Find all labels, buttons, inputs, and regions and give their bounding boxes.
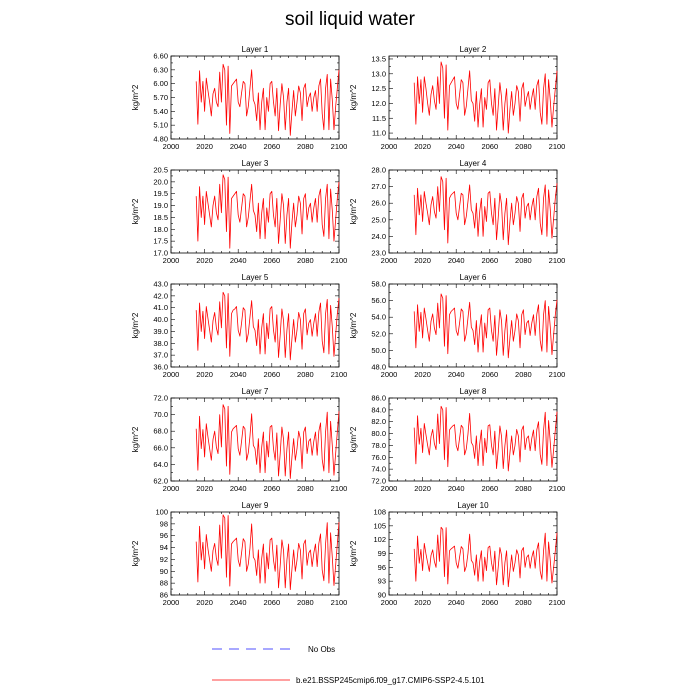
y-axis-label: kg/m^2: [131, 198, 140, 225]
y-tick-label: 74.0: [371, 464, 386, 474]
y-tick-label: 6.30: [153, 65, 168, 75]
y-tick-label: 38.0: [153, 338, 168, 348]
plot-frame: [389, 170, 557, 253]
x-tick-label: 2100: [330, 370, 348, 379]
panel-title: Layer 2: [459, 45, 487, 54]
y-axis-label: kg/m^2: [349, 84, 358, 111]
panel-layer-1: [131, 45, 347, 151]
y-tick-label: 58.0: [371, 279, 386, 289]
y-axis-label: kg/m^2: [349, 198, 358, 225]
y-tick-label: 99: [377, 549, 386, 558]
x-tick-label: 2000: [380, 598, 398, 607]
y-tick-label: 13.5: [371, 54, 386, 64]
x-tick-label: 2100: [548, 142, 566, 151]
x-tick-label: 2000: [380, 142, 398, 151]
x-tick-label: 2020: [414, 484, 431, 493]
x-tick-label: 2000: [380, 370, 398, 379]
x-tick-label: 2060: [481, 256, 499, 265]
y-tick-label: 12.5: [371, 84, 386, 94]
x-tick-label: 2040: [229, 142, 247, 151]
y-tick-label: 5.10: [153, 120, 168, 130]
x-tick-label: 2000: [162, 598, 180, 607]
y-tick-label: 54.0: [371, 312, 386, 322]
y-tick-label: 25.0: [371, 215, 386, 225]
y-tick-label: 41.0: [153, 303, 168, 313]
panel-title: Layer 9: [241, 501, 269, 510]
y-tick-label: 56.0: [371, 296, 386, 306]
panel-layer-2: [349, 45, 565, 151]
y-axis-label: kg/m^2: [131, 540, 140, 567]
legend: [212, 645, 485, 685]
y-tick-label: 18.0: [153, 224, 168, 234]
x-tick-label: 2000: [380, 256, 398, 265]
x-tick-label: 2040: [447, 256, 465, 265]
x-tick-label: 2060: [263, 256, 281, 265]
series-line-1: [196, 175, 339, 249]
panel-title: Layer 3: [241, 159, 269, 168]
panel-layer-9: [131, 501, 347, 607]
y-tick-label: 28.0: [371, 165, 386, 175]
x-tick-label: 2080: [297, 370, 314, 379]
y-tick-label: 78.0: [371, 440, 386, 450]
y-tick-label: 12.0: [371, 98, 386, 108]
y-tick-label: 48.0: [371, 362, 386, 372]
series-line-1: [414, 177, 557, 245]
y-tick-label: 98: [159, 519, 168, 529]
panels-group: [131, 45, 565, 607]
y-tick-label: 27.0: [371, 182, 386, 192]
panel-title: Layer 1: [241, 45, 269, 54]
y-tick-label: 11.0: [371, 128, 386, 138]
y-tick-label: 100: [155, 507, 168, 517]
x-tick-label: 2080: [515, 598, 532, 607]
x-tick-label: 2100: [330, 598, 348, 607]
x-tick-label: 2080: [515, 370, 532, 379]
x-tick-label: 2020: [414, 142, 431, 151]
y-tick-label: 52.0: [371, 329, 386, 339]
series-line-1: [196, 292, 339, 360]
y-tick-label: 62.0: [153, 476, 168, 486]
y-axis-label: kg/m^2: [131, 312, 140, 339]
y-tick-label: 19.5: [153, 189, 168, 199]
y-tick-label: 105: [373, 521, 386, 531]
x-tick-label: 2060: [263, 484, 281, 493]
x-tick-label: 2000: [162, 256, 180, 265]
y-tick-label: 68.0: [153, 426, 168, 436]
x-tick-label: 2020: [414, 598, 431, 607]
y-tick-label: 39.0: [153, 326, 168, 336]
panel-layer-5: [131, 273, 347, 379]
plot-frame: [171, 170, 339, 253]
y-tick-label: 37.0: [153, 350, 168, 360]
x-tick-label: 2060: [263, 370, 281, 379]
x-tick-label: 2040: [229, 370, 247, 379]
y-tick-label: 24.0: [371, 231, 386, 241]
y-tick-label: 96: [377, 562, 386, 572]
y-tick-label: 90: [159, 566, 168, 576]
y-tick-label: 26.0: [371, 198, 386, 208]
y-tick-label: 40.0: [153, 315, 168, 325]
legend-obs-label: No Obs: [308, 645, 336, 654]
x-tick-label: 2100: [330, 142, 348, 151]
panel-title: Layer 5: [241, 273, 269, 282]
y-tick-label: 6.00: [153, 79, 168, 89]
x-tick-label: 2060: [481, 142, 499, 151]
x-tick-label: 2080: [297, 256, 314, 265]
series-line-1: [196, 64, 339, 135]
x-tick-label: 2080: [515, 142, 532, 151]
y-tick-label: 42.0: [153, 291, 168, 301]
y-tick-label: 80.0: [371, 429, 386, 439]
y-tick-label: 92: [159, 554, 168, 564]
panel-layer-7: [131, 387, 347, 493]
y-tick-label: 6.60: [153, 51, 168, 61]
x-tick-label: 2020: [196, 142, 213, 151]
y-tick-label: 13.0: [371, 69, 386, 79]
figure-title: soil liquid water: [285, 9, 415, 30]
y-tick-label: 50.0: [371, 345, 386, 355]
y-tick-label: 76.0: [371, 452, 386, 462]
x-tick-label: 2060: [481, 598, 499, 607]
y-tick-label: 66.0: [153, 443, 168, 453]
panel-title: Layer 10: [457, 501, 489, 510]
x-tick-label: 2100: [548, 484, 566, 493]
y-axis-label: kg/m^2: [131, 84, 140, 111]
series-line-1: [414, 527, 557, 586]
x-tick-label: 2040: [229, 256, 247, 265]
x-tick-label: 2040: [447, 484, 465, 493]
y-tick-label: 5.70: [153, 93, 168, 102]
x-tick-label: 2000: [162, 370, 180, 379]
y-tick-label: 20.0: [153, 177, 168, 187]
x-tick-label: 2100: [330, 256, 348, 265]
y-tick-label: 70.0: [153, 410, 168, 420]
x-tick-label: 2040: [447, 598, 465, 607]
x-tick-label: 2060: [481, 484, 499, 493]
x-tick-label: 2000: [162, 484, 180, 493]
y-tick-label: 17.5: [153, 236, 168, 246]
series-line-1: [414, 406, 557, 471]
y-tick-label: 93: [377, 576, 386, 586]
x-tick-label: 2020: [196, 598, 213, 607]
y-tick-label: 23.0: [371, 248, 386, 258]
y-axis-label: kg/m^2: [349, 312, 358, 339]
y-tick-label: 17.0: [153, 248, 168, 258]
x-tick-label: 2080: [515, 484, 532, 493]
y-tick-label: 43.0: [153, 279, 168, 289]
series-line-1: [414, 62, 557, 133]
x-tick-label: 2020: [196, 256, 213, 265]
series-line-1: [414, 294, 557, 358]
x-tick-label: 2020: [414, 256, 431, 265]
x-tick-label: 2100: [330, 484, 348, 493]
y-tick-label: 64.0: [153, 459, 168, 469]
panel-layer-10: [349, 501, 565, 607]
y-tick-label: 82.0: [371, 417, 386, 427]
panel-title: Layer 6: [459, 273, 487, 282]
y-axis-label: kg/m^2: [349, 426, 358, 453]
panel-title: Layer 7: [241, 387, 269, 396]
y-tick-label: 108: [373, 507, 386, 517]
panel-layer-6: [349, 273, 565, 379]
panel-layer-8: [349, 387, 565, 493]
y-tick-label: 94: [159, 543, 168, 553]
x-tick-label: 2080: [297, 484, 314, 493]
y-axis-label: kg/m^2: [131, 426, 140, 453]
x-tick-label: 2060: [263, 598, 281, 607]
y-tick-label: 72.0: [153, 393, 168, 403]
x-tick-label: 2020: [196, 370, 213, 379]
x-tick-label: 2040: [447, 370, 465, 379]
y-tick-label: 84.0: [371, 405, 386, 415]
x-tick-label: 2080: [297, 142, 314, 151]
y-tick-label: 19.0: [153, 201, 168, 211]
y-axis-label: kg/m^2: [349, 540, 358, 567]
panel-layer-3: [131, 159, 347, 265]
x-tick-label: 2100: [548, 256, 566, 265]
y-tick-label: 72.0: [371, 476, 386, 486]
legend-model-label: b.e21.BSSP245cmip6.f09_g17.CMIP6-SSP2-4.5.101: [296, 676, 485, 685]
x-tick-label: 2040: [229, 484, 247, 493]
y-tick-label: 86.0: [371, 393, 386, 403]
x-tick-label: 2040: [447, 142, 465, 151]
x-tick-label: 2000: [162, 142, 180, 151]
y-tick-label: 20.5: [153, 165, 168, 175]
x-tick-label: 2100: [548, 370, 566, 379]
x-tick-label: 2080: [515, 256, 532, 265]
y-tick-label: 5.40: [153, 106, 168, 116]
y-tick-label: 90: [377, 590, 386, 600]
x-tick-label: 2060: [481, 370, 499, 379]
panel-layer-4: [349, 159, 565, 265]
y-tick-label: 88: [159, 578, 168, 588]
x-tick-label: 2020: [414, 370, 431, 379]
panel-title: Layer 4: [459, 159, 487, 168]
x-tick-label: 2080: [297, 598, 314, 607]
y-tick-label: 11.5: [371, 113, 386, 123]
series-line-1: [196, 515, 339, 590]
y-tick-label: 36.0: [153, 362, 168, 372]
y-tick-label: 4.80: [153, 134, 168, 144]
x-tick-label: 2020: [196, 484, 213, 493]
y-tick-label: 86: [159, 590, 168, 600]
x-tick-label: 2100: [548, 598, 566, 607]
series-line-1: [196, 405, 339, 479]
y-tick-label: 96: [159, 531, 168, 541]
x-tick-label: 2000: [380, 484, 398, 493]
y-tick-label: 18.5: [153, 212, 168, 222]
x-tick-label: 2040: [229, 598, 247, 607]
x-tick-label: 2060: [263, 142, 281, 151]
panel-title: Layer 8: [459, 387, 487, 396]
y-tick-label: 102: [373, 535, 386, 545]
